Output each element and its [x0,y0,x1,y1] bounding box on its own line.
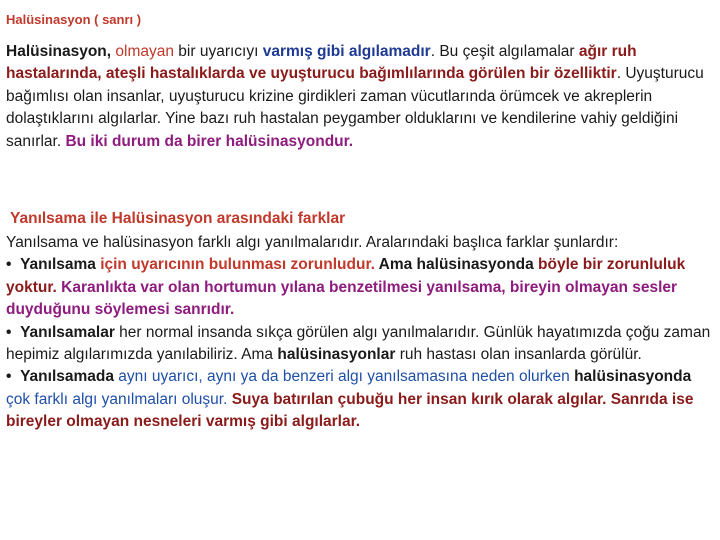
bullet-3: • [6,368,12,386]
b3-suya: Suya batırılan çubuğu her insan kırık olarak algılar. Sanrıda ise bireyler olmayan nesneleri varmış gibi algılarlar. [6,390,694,431]
small-title: Halüsinasyon ( sanrı ) [6,12,142,27]
b1-term: Yanılsama [20,256,96,274]
text-olmayan: olmayan [111,43,174,60]
text-agir-ruh: ağır ruh hastalarında, ateşli hastalıklarda ve uyuşturucu bağımlılarında görülen bir özelliktir [6,43,637,83]
text-varmis-gibi: varmış gibi algılamadır [258,43,431,60]
b2-ruh-hastasi: ruh hastası olan insanlarda görülür. [395,346,642,364]
text-bu-cesit: . Bu çeşit algılamalar [430,43,575,60]
bullet-2: • [6,323,12,341]
b3-cok-farkli: çok farklı algı yanılmaları oluşur. [6,390,228,408]
bullet-1: • [6,256,12,274]
differences-paragraph [6,232,714,434]
b1-ama: Ama [374,256,413,274]
b2-term: Yanılsamalar [20,323,115,341]
text-uyusturucu: . Uyuşturucu bağımlısı olan insanlar, uyuşturucu krizine girdikleri zaman vücutlarında örümcek ve akreplerin dolaştıklarını algılarlar. Yine bazı ruh hastalan peygamber olduklarını ve kendilerine vahiy geldiğini sanırlar. [6,65,704,150]
b1-zorunluluk: böyle bir zorunluluk yoktur. [6,256,686,296]
b1-zorunlu: için uyarıcının bulunması zorunludur. [95,256,375,274]
text-uyarici: bir uyarıcıyı [174,43,259,60]
b2-halusinasyonlar: halüsinasyonlar [273,346,396,364]
definition-paragraph [6,41,714,153]
differences-intro: Yanılsama ve halüsinasyon farklı algı yanılmalarıdır. Aralarındaki başlıca farklar şunlardır: [6,234,619,251]
text-bu-iki-durum: Bu iki durum da birer halüsinasyondur. [61,132,354,150]
b2-text: her normal insanda sıkça görülen algı yanılmalarıdır. Günlük hayatımızda çoğu zaman hepimiz algılarımızda yanılabiliriz. Ama [6,323,711,364]
b3-ayni-uyarici: aynı uyarıcı, aynı ya da benzeri algı yanılsamasına neden olurken [113,368,570,386]
b1-halusinasyonda: halüsinasyonda [412,256,534,274]
b3-term: Yanılsamada [20,368,114,386]
section-heading: Yanılsama ile Halüsinasyon arasındaki farklar [10,210,346,227]
b3-halusinasyonda: halüsinasyonda [569,368,692,386]
term-halusinasyon: Halüsinasyon, [6,43,112,60]
b1-karanlikta: Karanlıkta var olan hortumun yılana benzetilmesi yanılsama, bireyin olmayan sesler duyduğunu söylemesi sanrıdır. [6,278,678,319]
